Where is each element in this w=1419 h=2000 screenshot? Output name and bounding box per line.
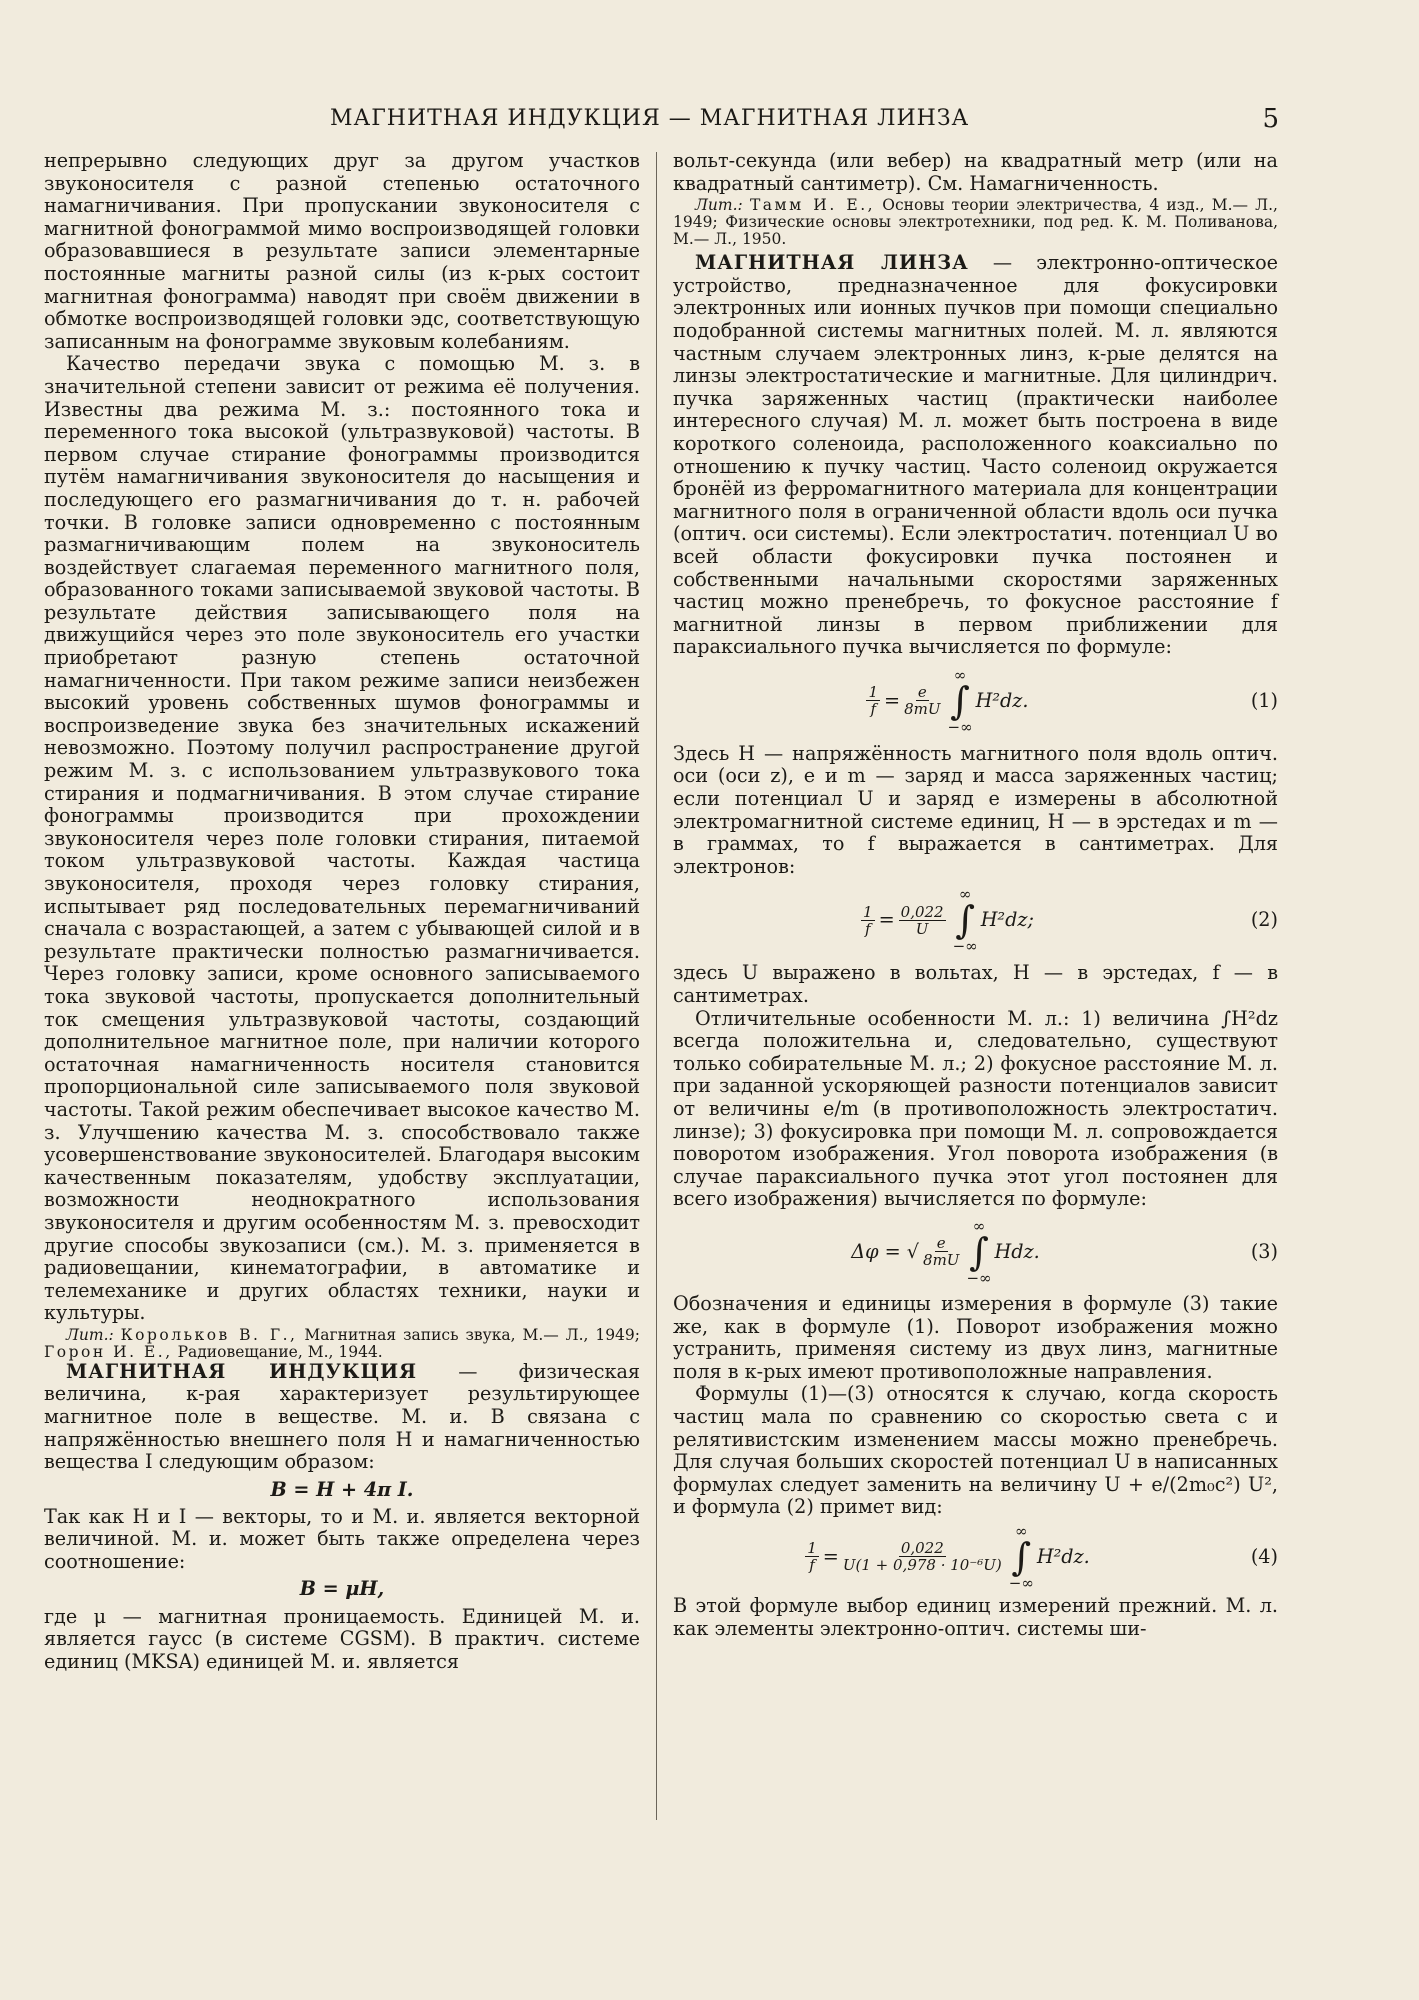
paragraph: вольт-секунда (или вебер) на квадратный метр (или на квадратный сантиметр). См. Намагниченность. (673, 149, 1278, 195)
page-number: 5 (1262, 104, 1279, 134)
fraction: $\frac{e}{8mU}$ (923, 1234, 960, 1270)
formula-3: Δφ = √ $\frac{e}{8mU}$ ∞ ∫ −∞ Hdz. (3) (851, 1216, 1278, 1287)
page-header (0, 106, 1419, 138)
headword: МАГНИТНАЯ ЛИНЗА (695, 251, 969, 275)
paragraph: Отличительные особенности М. л.: 1) величина ∫H²dz всегда положительна и, следовательно, существуют только собирательные М. л.; 2) фокусное расстояние М. л. при заданной ускоряющей разности потенциалов зависит от величины e/m (в противоположность электростатич. линзе); 3) фокусировка при помощи М. л. сопровождается поворотом изображения. Угол поворота изображения (в случае параксиального пучка этот угол постоянен для всего изображения) вычисляется по формуле: (673, 1006, 1278, 1211)
running-head: МАГНИТНАЯ ИНДУКЦИЯ — МАГНИТНАЯ ЛИНЗА (330, 106, 970, 131)
integral-sign: ∞ ∫ −∞ (1008, 1521, 1034, 1592)
paragraph: В этой формуле выбор единиц измерений прежний. М. л. как элементы электронно-оптич. системы ши- (673, 1593, 1278, 1640)
column-divider (656, 152, 657, 1820)
paragraph: Качество передачи звука с помощью М. з. в значительной степени зависит от режима её получения. Известны два режима М. з.: постоянного тока и переменного тока высокой (ультразвуковой) частоты. В первом случае стирание фонограммы производится путём намагничивания звуконосителя до насыщения и последующего его размагничивания до т. н. рабочей точки. В головке записи одновременно с постоянным размагничивающим полем на звуконоситель воздействует слагаемая переменного магнитного поля, образованного токами записываемой звуковой частоты. В результате действия записывающего поля на движущийся через это поле звуконоситель его участки приобретают разную степень остаточной намагниченности. При таком режиме записи неизбежен высокий уровень собственных шумов фонограммы и воспроизведение звука без значительных искажений невозможно. Поэтому получил распространение другой режим М. з. с использованием ультразвукового тока стирания и подмагничивания. В этом случае стирание фонограммы производится при прохождении звуконосителя через поле головки стирания, питаемой током ультразвуковой частоты. Каждая частица звуконосителя, проходя через головку стирания, испытывает ряд последовательных перемагничиваний сначала с возрастающей, а затем с убывающей силой и в результате практически полностью размагничивается. Через головку записи, кроме основного записываемого тока звуковой частоты, пропускается дополнительный ток смещения ультразвуковой частоты, создающий дополнительное магнитное поле, при наличии которого остаточная намагниченность носителя становится пропорциональной силе записываемого поля звуковой частоты. Такой режим обеспечивает высокое качество М. з. Улучшению качества М. з. способствовало также усовершенствование звуконосителей. Благодаря высоким качественным показателям, удобству эксплуатации, возможности неоднократного использования звуконосителя и другим особенностям М. з. превосходит другие способы звукозаписи (см.). М. з. применяется в радиовещании, кинематографии, в автоматике и телемеханике и других областях техники, науки и культуры. (44, 352, 640, 1325)
left-column (44, 150, 640, 1673)
formula-number: (2) (1250, 908, 1278, 932)
lit-text: Основы теории электричества, 4 изд., М.— Л., 1949; Физические основы электротехники, под ред. К. М. Поливанова, М.— Л., 1950. (673, 196, 1278, 249)
literature-reference (673, 197, 1278, 248)
formula-b-h-i: B = H + 4π I. (270, 1477, 414, 1501)
lit-author: Тамм И. Е., (749, 196, 876, 215)
integral-sign: ∞ ∫ −∞ (966, 1216, 992, 1287)
lit-label: Лит.: (66, 1325, 114, 1344)
literature-reference (44, 1327, 640, 1361)
article-magnetic-lens (673, 252, 1278, 659)
fraction: $\frac{1}{f}$ (863, 902, 873, 938)
formula-number: (4) (1250, 1544, 1278, 1568)
right-column (673, 150, 1278, 1640)
integral-sign: ∞ ∫ −∞ (952, 885, 978, 956)
lit-text: Магнитная запись звука, М.— Л., 1949; (304, 1325, 640, 1344)
formula-2: $\frac{1}{f}$ = $\frac{0,022}{U}$ ∞ ∫ −∞ H²dz; (2) (863, 885, 1278, 956)
headword: МАГНИТНАЯ ИНДУКЦИЯ (66, 1359, 418, 1383)
paragraph: непрерывно следующих друг за другом участков звуконосителя с разной степенью остаточного намагничивания. При пропускании звуконосителя с магнитной фонограммой мимо воспроизводящей головки образовавшиеся в результате записи элементарные постоянные магниты разной силы (из к-рых состоит магнитная фонограмма) наводят при своём движении в обмотке воспроизводящей головки эдс, соответствующую записанным на фонограмме звуковым колебаниям. (44, 149, 640, 353)
paragraph: Обозначения и единицы измерения в формуле (3) такие же, как в формуле (1). Поворот изображения можно устранить, применяя систему из двух линз, магнитные поля в к-рых имеют противоположные направления. (673, 1291, 1278, 1383)
paragraph: — физическая величина, к-рая характеризует результирующее магнитное поле в веществе. М. и. B связана с напряжённостью внешнего поля H и намагниченностью вещества I следующим образом: (44, 1359, 640, 1474)
lit-label: Лит.: (695, 196, 743, 215)
fraction: $\frac{0,022}{U}$ (900, 902, 944, 938)
lit-author: Корольков В. Г., (120, 1325, 298, 1344)
fraction: $\frac{e}{8mU}$ (904, 683, 941, 719)
paragraph: где μ — магнитная проницаемость. Единицей М. и. является гаусс (в системе CGSM). В практич. системе единиц (MKSA) единицей М. и. является (44, 1604, 640, 1673)
integral-sign: ∞ ∫ −∞ (947, 665, 973, 736)
formula-4: $\frac{1}{f}$ = $\frac{0,022}{\text{U(1 + 0,978 · 10⁻⁶U)}}$ ∞ ∫ −∞ H²dz. (4) (807, 1521, 1278, 1592)
fraction: $\frac{0,022}{\text{U(1 + 0,978 · 10⁻⁶U)}}$ (842, 1539, 1002, 1575)
lit-text: Радиовещание, М., 1944. (177, 1342, 383, 1361)
fraction: $\frac{1}{f}$ (807, 1539, 817, 1575)
paragraph: Формулы (1)—(3) относятся к случаю, когда скорость частиц мала по сравнению со скоростью света c и релятивистским изменением массы можно пренебречь. Для случая больших скоростей потенциал U в написанных формулах следует заменить на величину U + e/(2m₀c²) U², и формула (2) примет вид: (673, 1382, 1278, 1519)
paragraph: Так как H и I — векторы, то и М. и. является векторной величиной. М. и. может быть также определена через соотношение: (44, 1504, 640, 1574)
paragraph: — электронно-оптическое устройство, предназначенное для фокусировки электронных или ионных пучков при помощи специально подобранной системы магнитных полей. М. л. являются частным случаем электронных линз, к-рые делятся на линзы электростатические и магнитные. Для цилиндрич. пучка заряженных частиц (практически наиболее интересного случая) М. л. может быть построена в виде короткого соленоида, расположенного коаксиально по отношению к пучку частиц. Часто соленоид окружается бронёй из ферромагнитного материала для концентрации магнитного поля в ограниченной области вдоль оси пучка (оптич. оси системы). Если электростатич. потенциал U во всей области фокусировки пучка постоянен и собственными начальными скоростями заряженных частиц можно пренебречь, то фокусное расстояние f магнитной линзы в первом приближении для параксиального пучка вычисляется по формуле: (673, 251, 1279, 659)
paragraph: Здесь H — напряжённость магнитного поля вдоль оптич. оси (оси z), e и m — заряд и масса заряженных частиц; если потенциал U и заряд e измерены в абсолютной электромагнитной системе единиц, H — в эрстедах и m — в граммах, то f выражается в сантиметрах. Для электронов: (673, 741, 1278, 878)
formula-b-mu-h: B = μH, (299, 1577, 385, 1601)
formula-number: (3) (1250, 1239, 1278, 1263)
paragraph: здесь U выражено в вольтах, H — в эрстедах, f — в сантиметрах. (673, 961, 1278, 1008)
lit-author: Горон И. Е., (44, 1342, 173, 1361)
fraction: $\frac{1}{f}$ (868, 683, 879, 719)
formula-number: (1) (1250, 688, 1278, 712)
article-magnetic-induction (44, 1361, 640, 1474)
formula-1: $\frac{1}{f}$ = $\frac{e}{8mU}$ ∞ ∫ −∞ H²dz. (1) (868, 665, 1278, 736)
